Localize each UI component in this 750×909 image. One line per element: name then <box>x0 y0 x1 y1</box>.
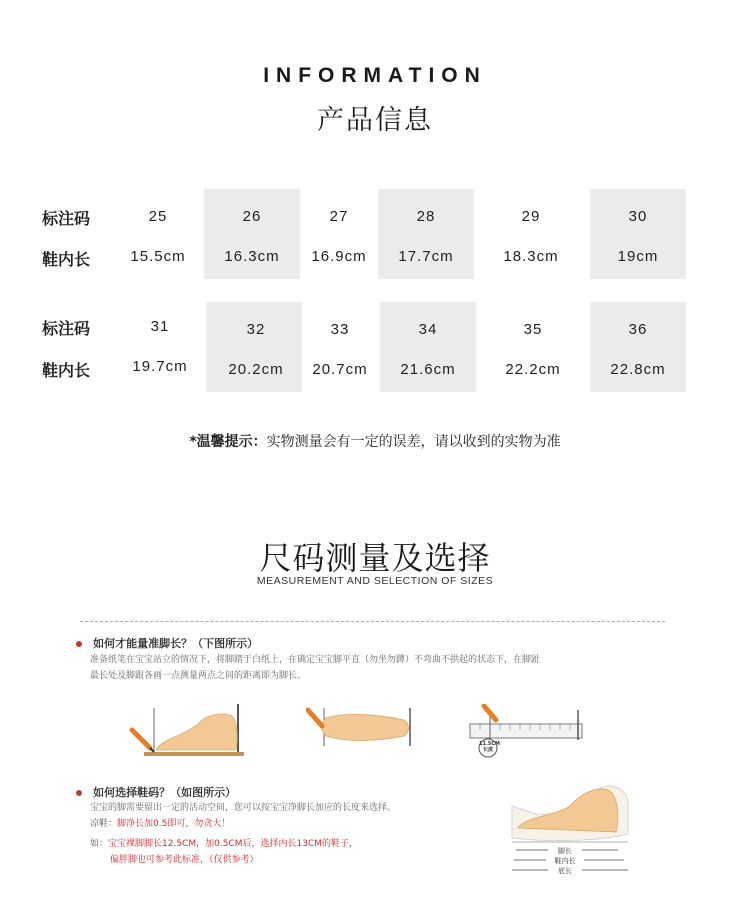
paragraph-2-line: 宝宝的脚需要留出一定的活动空间，您可以按宝宝净脚长加应的长度来选择。 <box>90 803 397 813</box>
foot-top-illustration <box>306 706 416 748</box>
shade-col <box>380 302 476 392</box>
length-cell: 17.7cm <box>398 248 454 265</box>
shade-col <box>590 189 686 279</box>
length-cell: 20.2cm <box>228 361 284 378</box>
size-cell: 30 <box>628 208 648 225</box>
header-title-en: INFORMATION <box>263 64 487 87</box>
size-cell: 26 <box>242 208 262 225</box>
shade-col <box>378 189 474 279</box>
size-cell: 33 <box>330 321 350 338</box>
measure-title-en: MEASUREMENT AND SELECTION OF SIZES <box>256 575 494 587</box>
bullet-icon <box>76 790 82 796</box>
sandal-rule: 脚净长加0.5即可，勿贪大！ <box>117 819 231 829</box>
length-cell: 16.3cm <box>224 248 280 265</box>
size-cell: 32 <box>246 321 266 338</box>
note-prefix: *温馨提示： <box>189 434 267 450</box>
length-cell: 22.2cm <box>505 361 561 378</box>
diagram-label-foot: 脚长 <box>558 847 572 855</box>
bullet-icon <box>76 641 82 647</box>
paragraph-2 <box>90 800 510 832</box>
label-length: 鞋内长 <box>42 250 91 269</box>
paragraph-1-line: 最长处及脚跟各画一点测量两点之间的距离即为脚长。 <box>90 671 307 681</box>
header-title-cn: 产品信息 <box>317 105 433 136</box>
ruler-badge: 11.5CM 长度 <box>479 741 500 753</box>
paragraph-2-line <box>90 816 510 832</box>
divider <box>80 621 665 622</box>
size-cell: 36 <box>628 321 648 338</box>
question-2 <box>76 781 236 800</box>
measure-title-cn: 尺码测量及选择 <box>259 539 491 577</box>
length-cell: 19cm <box>617 248 659 265</box>
foot-side-illustration <box>128 700 248 760</box>
length-cell: 20.7cm <box>312 361 368 378</box>
length-cell: 19.7cm <box>132 358 188 375</box>
question-1 <box>76 632 258 651</box>
size-cell: 34 <box>418 321 438 338</box>
length-cell: 15.5cm <box>130 248 186 265</box>
label-size: 标注码 <box>42 209 91 228</box>
size-cell: 25 <box>148 208 168 225</box>
measurement-note <box>0 431 750 451</box>
paragraph-3-line: 偏胖脚也可参考此标准，（仅供参考） <box>110 855 259 865</box>
size-cell: 28 <box>416 208 436 225</box>
question-2-text: 如何选择鞋码？（如图所示） <box>93 786 237 799</box>
length-cell: 16.9cm <box>311 248 367 265</box>
label-size: 标注码 <box>42 319 91 338</box>
note-text: 实物测量会有一定的误差，请以收到的实物为准 <box>266 434 561 450</box>
example-text: 宝宝裸脚脚长12.5CM，加0.5CM后，选择内长13CM的鞋子， <box>108 839 358 849</box>
size-cell: 31 <box>150 318 170 335</box>
size-cell: 27 <box>329 208 349 225</box>
diagram-label-sole: 底长 <box>558 867 572 875</box>
question-1-text: 如何才能量准脚长？（下图所示） <box>93 637 259 650</box>
length-cell: 18.3cm <box>503 248 559 265</box>
paragraph-1-line: 准备纸笔在宝宝站立的情况下，将脚踏于白纸上，在确定宝宝脚平直（勿坐勿蹲）不弯曲不拱起的状态下，在脚趾 <box>90 655 541 665</box>
length-cell: 22.8cm <box>610 361 666 378</box>
paragraph-1 <box>90 652 680 684</box>
shade-col <box>206 302 302 392</box>
ruler-illustration <box>466 704 586 762</box>
paragraph-3 <box>90 836 510 868</box>
size-cell: 29 <box>521 208 541 225</box>
shade-col <box>590 302 686 392</box>
diagram-label-inner: 鞋内长 <box>554 857 576 865</box>
example-label: 如： <box>90 839 109 849</box>
size-cell: 35 <box>523 321 543 338</box>
label-length: 鞋内长 <box>42 361 91 380</box>
shade-col <box>204 189 300 279</box>
paragraph-3-line <box>90 836 510 852</box>
length-cell: 21.6cm <box>400 361 456 378</box>
sandal-label: 凉鞋： <box>90 819 118 829</box>
